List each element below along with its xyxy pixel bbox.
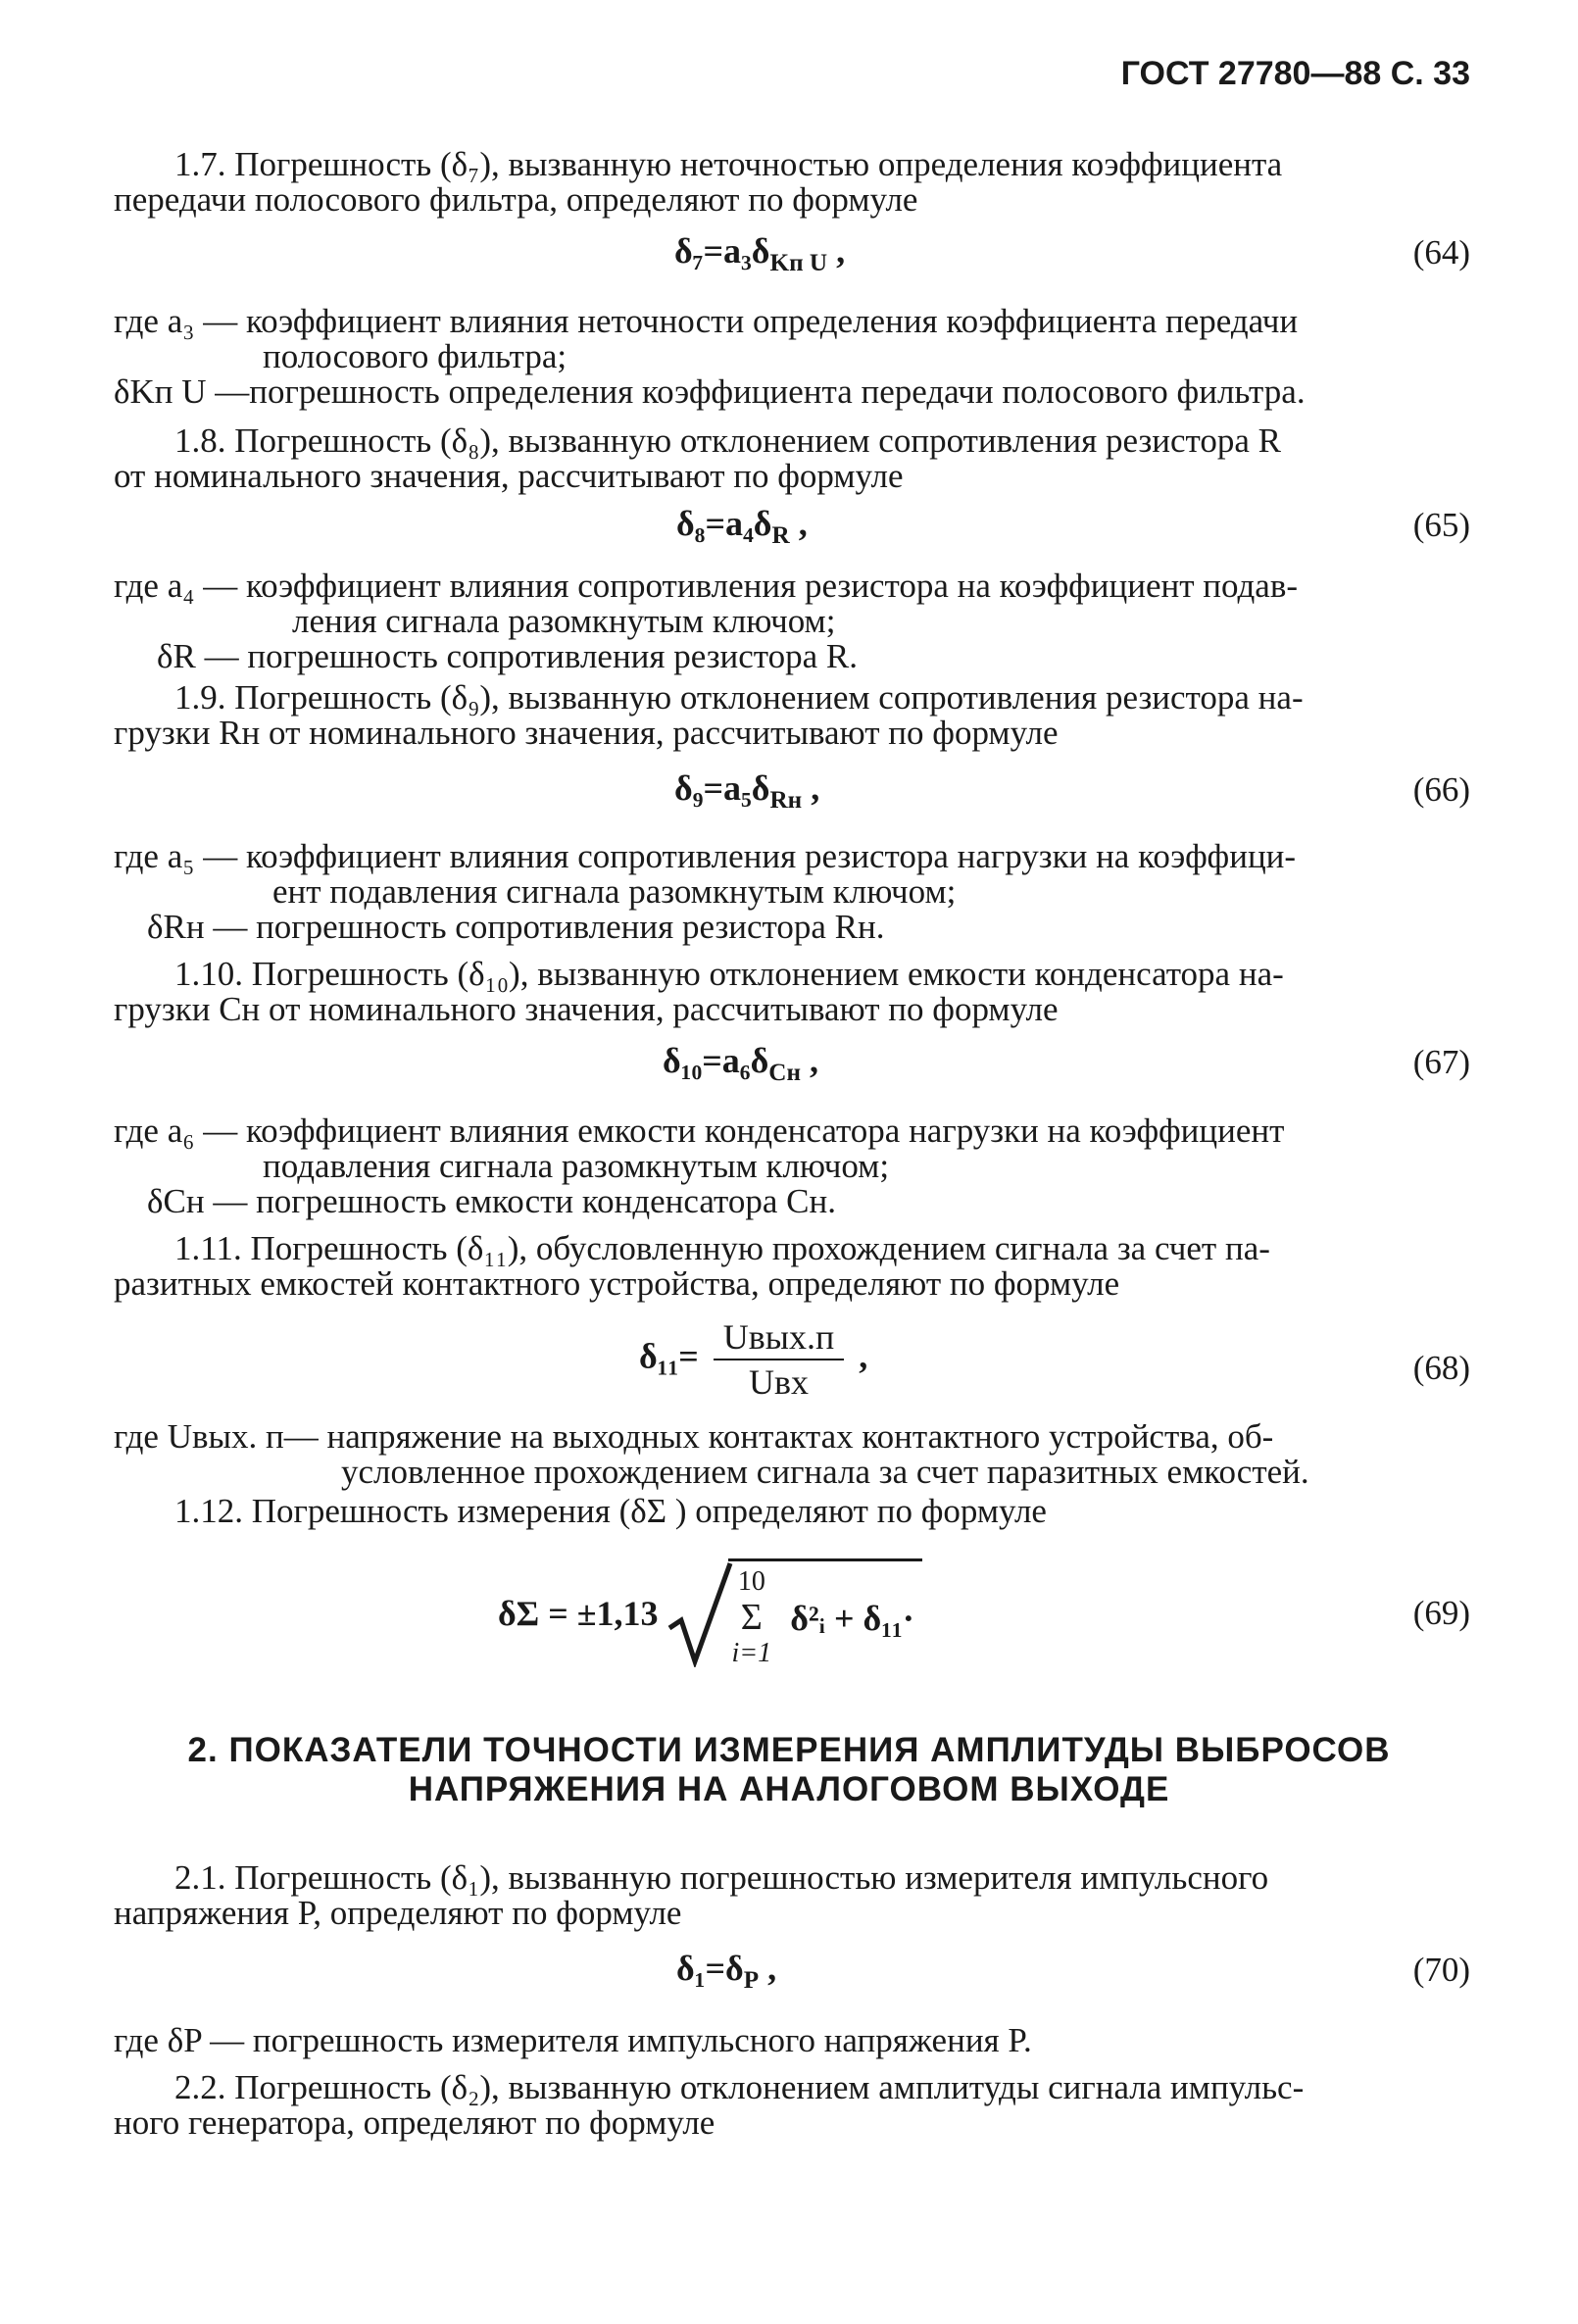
equation-64-subscript: Kп U (769, 250, 828, 277)
equation-64: $\delta_7=a_3\delta_{Kп U}$ , (674, 231, 846, 277)
where-64a-line-2: полосового фильтра; (263, 337, 567, 375)
paragraph-1-10-line-1: 1.10. Погрешность (δ₁₀), вызванную отклонением емкости конденсатора на- (174, 955, 1284, 993)
paragraph-1-9-line-1: 1.9. Погрешность (δ₉), вызванную отклонением сопротивления резистора на- (174, 678, 1304, 717)
equation-69-number: (69) (1412, 1594, 1470, 1632)
equation-64-number: (64) (1412, 233, 1470, 272)
paragraph-1-11-line-1: 1.11. Погрешность (δ₁₁), обусловленную прохождением сигнала за счет па- (174, 1229, 1270, 1267)
equation-70-body: δ₁=δ (676, 1949, 744, 1988)
paragraph-2-1-line-2: напряжения P, определяют по формуле (114, 1894, 682, 1932)
paragraph-1-10-line-2: грузки Cн от номинального значения, рассчитывают по формуле (114, 990, 1059, 1028)
paragraph-2-2-line-1: 2.2. Погрешность (δ₂), вызванную отклонением амплитуды сигнала импульс- (174, 2068, 1305, 2106)
equation-66-body: δ₉=a₅δ (674, 768, 770, 808)
equation-69-lhs: δΣ = ±1,13 (498, 1594, 659, 1634)
page-header: ГОСТ 27780—88 С. 33 (1120, 55, 1470, 92)
where-67a-line-1: где a₆ — коэффициент влияния емкости конденсатора нагрузки на коэффициент (114, 1112, 1285, 1150)
sum-symbol: Σ (740, 1596, 763, 1638)
equation-70: $\delta_1=\delta_P$ , (676, 1949, 777, 1995)
paragraph-1-8-line-1: 1.8. Погрешность (δ₈), вызванную отклонением сопротивления резистора R (174, 421, 1282, 460)
paragraph-1-8-line-2: от номинального значения, рассчитывают по формуле (114, 457, 904, 495)
paragraph-1-7-line-1: 1.7. Погрешность (δ₇), вызванную неточностью определения коэффициента (174, 145, 1283, 183)
equation-68-denominator: Uвх (749, 1362, 810, 1402)
equation-65-body: δ₈=a₄δ (676, 504, 772, 543)
paragraph-1-9-line-2: грузки Rн от номинального значения, рассчитывают по формуле (114, 714, 1059, 752)
sum-lower-limit: i=1 (731, 1637, 772, 1668)
equation-68-number: (68) (1412, 1349, 1470, 1387)
where-65a-line-1: где a₄ — коэффициент влияния сопротивления резистора на коэффициент подав- (114, 567, 1298, 605)
where-68-line-2: условленное прохождением сигнала за счет паразитных емкостей. (341, 1453, 1309, 1491)
equation-66-number: (66) (1412, 770, 1470, 809)
where-65a-line-2: ления сигнала разомкнутым ключом; (292, 602, 836, 640)
paragraph-1-7-line-2: передачи полосового фильтра, определяют по формуле (114, 180, 918, 219)
equation-70-number: (70) (1412, 1951, 1470, 1989)
where-70: где δP — погрешность измерителя импульсного напряжения P. (114, 2021, 1032, 2059)
equation-67: $\delta_{10}=a_6\delta_{Cн}$ , (663, 1041, 818, 1087)
equation-69-rhs: δ²ᵢ + δ₁₁· (790, 1598, 914, 1638)
equation-68-fraction (714, 1319, 844, 1400)
paragraph-1-11-line-2: разитных емкостей контактного устройства, определяют по формуле (114, 1264, 1120, 1303)
where-67a-line-2: подавления сигнала разомкнутым ключом; (263, 1147, 890, 1185)
where-66a-line-2: ент подавления сигнала разомкнутым ключом; (272, 872, 957, 911)
equation-67-subscript: Cн (768, 1060, 801, 1087)
equation-65: $\delta_8=a_4\delta_R$ , (676, 504, 808, 550)
equation-70-subscript: P (743, 1967, 760, 1995)
where-65b: δR — погрешность сопротивления резистора R. (157, 637, 859, 675)
section-heading-line-1: 2. ПОКАЗАТЕЛИ ТОЧНОСТИ ИЗМЕРЕНИЯ АМПЛИТУДЫ ВЫБРОСОВ (187, 1731, 1391, 1769)
where-68-line-1: где Uвых. п— напряжение на выходных контактах контактного устройства, об- (114, 1417, 1274, 1456)
equation-66-subscript: Rн (769, 787, 803, 815)
equation-67-body: δ₁₀=a₆δ (663, 1041, 769, 1080)
sum-upper-limit: 10 (737, 1566, 765, 1597)
where-66b: δRн — погрешность сопротивления резистора Rн. (147, 908, 885, 946)
square-root-sign (667, 1559, 736, 1667)
equation-69 (498, 1558, 922, 1666)
where-64b: δKп U —погрешность определения коэффициента передачи полосового фильтра. (114, 372, 1306, 411)
equation-68: δ₁₁= $\frac{\text{Uвых.п}}{\text{Uвх}}$ , (639, 1317, 868, 1402)
paragraph-2-1-line-1: 2.1. Погрешность (δ₁), вызванную погрешностью измерителя импульсного (174, 1858, 1269, 1897)
equation-66: $\delta_9=a_5\delta_{Rн}$ , (674, 768, 820, 815)
where-64a-line-1: где a₃ — коэффициент влияния неточности определения коэффициента передачи (114, 302, 1299, 340)
equation-65-subscript: R (771, 522, 790, 550)
square-root-radicand (728, 1558, 922, 1668)
equation-65-number: (65) (1412, 506, 1470, 544)
sum-operator (732, 1567, 772, 1668)
where-67b: δCн — погрешность емкости конденсатора Cн. (147, 1182, 836, 1220)
paragraph-1-12: 1.12. Погрешность измерения (δΣ ) определяют по формуле (174, 1492, 1047, 1530)
paragraph-2-2-line-2: ного генератора, определяют по формуле (114, 2103, 715, 2142)
equation-68-numerator: Uвых.п (714, 1319, 844, 1360)
equation-67-number: (67) (1412, 1043, 1470, 1081)
section-heading-line-2: НАПРЯЖЕНИЯ НА АНАЛОГОВОМ ВЫХОДЕ (408, 1770, 1170, 1808)
equation-64-body: δ₇=a₃δ (674, 231, 770, 271)
equation-68-lhs: δ₁₁= (639, 1336, 699, 1376)
where-66a-line-1: где a₅ — коэффициент влияния сопротивления резистора нагрузки на коэффици- (114, 837, 1297, 875)
